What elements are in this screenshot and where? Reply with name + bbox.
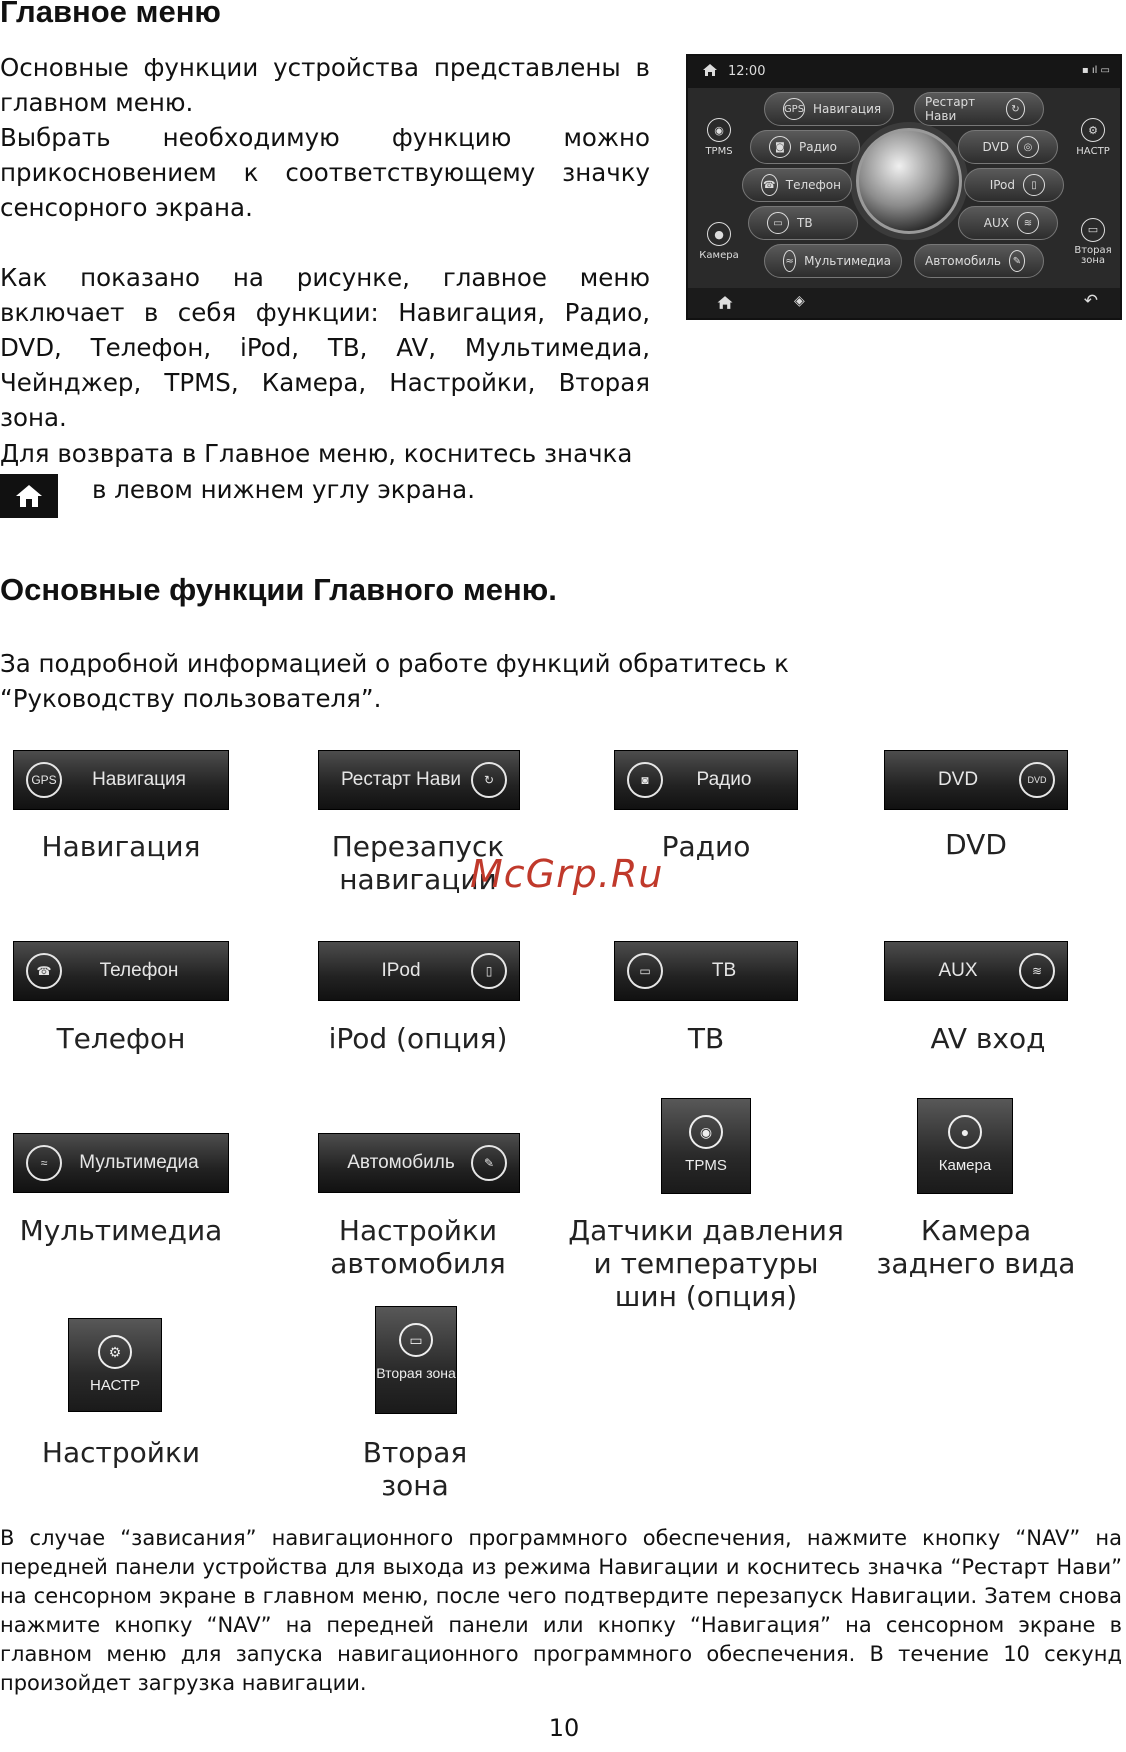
dvd-icon: ◎ [1017, 136, 1039, 158]
watermark: McGrp.Ru [470, 852, 664, 896]
second-zone-icon: ▭ [1081, 218, 1105, 242]
multimedia-button[interactable]: ≈ Мультимедиа [13, 1133, 229, 1193]
tpms-icon: ◉ [689, 1115, 723, 1149]
caption-settings: Настройки [41, 1436, 201, 1469]
intro-paragraph-4-tail: в левом нижнем углу экрана. [92, 475, 475, 504]
pill-navigation[interactable]: GPS Навигация [764, 92, 894, 126]
intro-paragraph-1: Основные функции устройства представлены в главном меню. [0, 53, 650, 117]
intro-paragraph-3: Как показано на рисунке, главное меню включает в себя функции: Навигация, Радио, DVD, Телефон, iPod, ТВ, AV, Мультимедиа, Чейнджер, TPMS, Камера, Настройки, Вторая зона. [0, 263, 650, 432]
ipod-icon: ▯ [1023, 174, 1045, 196]
dvd-icon: DVD [1019, 762, 1055, 798]
radio-icon: ◙ [769, 136, 791, 158]
pill-tv[interactable]: ▭ ТВ [748, 206, 858, 240]
intro-paragraph-2: Выбрать необходимую функцию можно прикосновением к соответствующему значку сенсорного экрана. [0, 123, 650, 222]
caption-ipod: iPod (опция) [328, 1022, 508, 1055]
main-menu-screenshot [686, 54, 1122, 320]
second-zone-tile[interactable]: ▭ Вторая зона [375, 1306, 457, 1414]
home-icon [702, 62, 718, 81]
status-bar [688, 56, 1120, 88]
multimedia-icon: ≈ [783, 250, 796, 272]
settings-tile[interactable]: ⚙ НАСТР [68, 1318, 162, 1412]
camera-icon: ● [948, 1115, 982, 1149]
home-icon [0, 474, 58, 518]
pill-phone[interactable]: ☎ Телефон [742, 168, 852, 202]
intro-paragraph-4: Для возврата в Главное меню, коснитесь значка [0, 439, 633, 468]
aux-button[interactable]: AUX ≋ [884, 941, 1068, 1001]
pill-car[interactable]: Автомобиль ✎ [914, 244, 1044, 278]
bottom-bar [688, 288, 1120, 318]
tpms-icon: ◉ [707, 118, 731, 142]
restart-icon: ↻ [471, 762, 507, 798]
caption-car-settings: Настройки автомобиля [330, 1214, 506, 1280]
camera-icon: ● [707, 222, 731, 246]
restart-navi-button[interactable]: Рестарт Нави ↻ [318, 750, 520, 810]
caption-navigation: Навигация [41, 830, 201, 863]
functions-note: За подробной информацией о работе функций обратитесь к “Руководству пользователя”. [0, 649, 789, 713]
tpms-tile[interactable]: ◉ TPMS [661, 1098, 751, 1194]
dvd-button[interactable]: DVD DVD [884, 750, 1068, 810]
phone-button[interactable]: ☎ Телефон [13, 941, 229, 1001]
wrench-icon: ✎ [1009, 250, 1025, 272]
phone-icon: ☎ [26, 953, 62, 989]
back-icon[interactable]: ↶ [1083, 291, 1098, 311]
pill-aux[interactable]: AUX ≋ [958, 206, 1058, 240]
tpms-button[interactable]: ◉ TPMS [694, 118, 744, 157]
gps-icon: GPS [783, 98, 805, 120]
radio-icon: ◙ [627, 762, 663, 798]
car-settings-button[interactable]: Автомобиль ✎ [318, 1133, 520, 1193]
pill-multimedia[interactable]: ≈ Мультимедиа [764, 244, 902, 278]
caption-multimedia: Мультимедиа [19, 1214, 223, 1247]
pill-radio[interactable]: ◙ Радио [750, 130, 860, 164]
tv-icon: ▭ [767, 212, 789, 234]
caption-radio: Радио [661, 830, 751, 863]
phone-icon: ☎ [761, 174, 778, 196]
caption-av: AV вход [930, 1022, 1046, 1055]
caption-dvd: DVD [945, 828, 1007, 861]
restart-icon: ↻ [1006, 98, 1025, 120]
pill-ipod[interactable]: IPod ▯ [964, 168, 1064, 202]
gear-icon: ⚙ [1081, 118, 1105, 142]
pill-restart-navi[interactable]: Рестарт Нави ↻ [914, 92, 1044, 126]
aux-icon: ≋ [1017, 212, 1039, 234]
camera-button[interactable]: ● Камера [694, 222, 744, 261]
pill-dvd[interactable]: DVD ◎ [958, 130, 1058, 164]
caption-second-zone: Вторая зона [362, 1436, 468, 1502]
second-zone-icon: ▭ [399, 1323, 433, 1357]
page-number: 10 [548, 1714, 580, 1742]
caption-camera: Камера заднего вида [876, 1214, 1076, 1280]
wrench-icon: ✎ [471, 1145, 507, 1181]
navigation-button[interactable]: GPS Навигация [13, 750, 229, 810]
footer-paragraph: В случае “зависания” навигационного программного обеспечения, нажмите кнопку “NAV” на передней панели устройства для выхода из режима Навигации и коснитесь значка “Рестарт Нави” на сенсорном экране в главном меню, после чего подтвердите перезапуск Навигации. Затем снова нажмите кнопку “NAV” на передней панели или кнопку “Навигация” на сенсорном экране в главном меню для запуска навигационного программного обеспечения. В течение 10 секунд произойдет загрузка навигации. [0, 1526, 1122, 1695]
second-zone-button[interactable]: ▭ Вторая зона [1068, 218, 1118, 266]
caption-phone: Телефон [56, 1022, 186, 1055]
clock: 12:00 [728, 64, 766, 79]
compass-icon[interactable]: ◈ [794, 293, 805, 309]
gear-icon: ⚙ [98, 1335, 132, 1369]
settings-button[interactable]: ⚙ НАСТР [1068, 118, 1118, 157]
caption-tv: ТВ [687, 1022, 725, 1055]
home-icon[interactable] [716, 295, 734, 314]
tv-icon: ▭ [627, 953, 663, 989]
caption-tpms: Датчики давления и температуры шин (опция) [568, 1214, 844, 1313]
signal-icon: ▪ ıl ▭ [1081, 65, 1110, 76]
aux-icon: ≋ [1019, 953, 1055, 989]
multimedia-icon: ≈ [26, 1145, 62, 1181]
page-title: Главное меню [0, 0, 221, 29]
tv-button[interactable]: ▭ ТВ [614, 941, 798, 1001]
ipod-button[interactable]: IPod ▯ [318, 941, 520, 1001]
caption-restart-navi: Перезапуск навигации [331, 830, 505, 896]
globe-icon [856, 128, 962, 234]
radio-button[interactable]: ◙ Радио [614, 750, 798, 810]
camera-tile[interactable]: ● Камера [917, 1098, 1013, 1194]
gps-icon: GPS [26, 762, 62, 798]
ipod-icon: ▯ [471, 953, 507, 989]
section-title: Основные функции Главного меню. [0, 572, 557, 607]
